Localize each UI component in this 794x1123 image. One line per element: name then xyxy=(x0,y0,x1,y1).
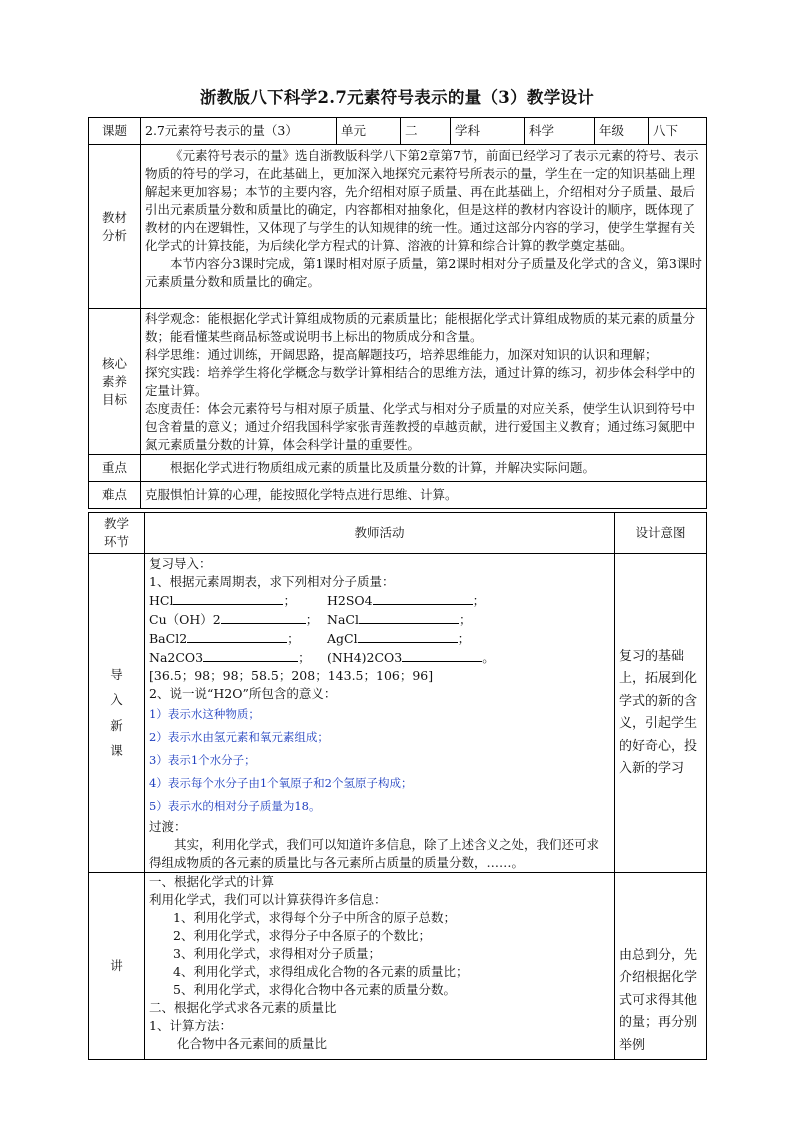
topic-value: 2.7元素符号表示的量（3） xyxy=(141,118,337,145)
teaching-process-table xyxy=(88,512,707,1060)
lecture-heading-1: 一、根据化学式的计算 xyxy=(149,874,275,889)
literacy-attitude: 态度责任：体会元素符号与相对原子质量、化学式与相对分子质量的对应关系，使学生认识到符号中包含着量的意义；通过介绍我国科学家张青莲教授的卓越贡献，进行爱国主义教育；通过练习氮肥中氮元素质量分数的计算，体会科学计量的重要性。 xyxy=(145,401,696,452)
lecture-lead: 利用化学式，我们可以计算获得许多信息： xyxy=(149,892,387,907)
grade-label: 年级 xyxy=(595,118,649,145)
lecture-item: 1、利用化学式，求得每个分子中所含的原子总数； xyxy=(173,910,456,925)
key-point-text: 根据化学式进行物质组成元素的质量比及质量分数的计算，并解决实际问题。 xyxy=(141,455,707,482)
intro-activity xyxy=(145,554,615,873)
method-text: 化合物中各元素间的质量比 xyxy=(177,1036,328,1051)
stage-header: 教学 环节 xyxy=(89,513,145,554)
intro-intent: 复习的基础上，拓展到化学式的新的含义，引起学生的好奇心，投入新的学习 xyxy=(615,554,707,873)
lecture-heading-2: 二、根据化学式求各元素的质量比 xyxy=(149,1000,337,1015)
unit-value: 二 xyxy=(401,118,451,145)
literacy-thinking: 科学思维：通过训练，开阔思路，提高解题技巧，培养思维能力，加深对知识的认识和理解； xyxy=(145,347,658,362)
formula-row: Cu（OH）2 ； NaCl ； xyxy=(149,612,472,627)
lesson-info-table xyxy=(88,117,707,509)
lecture-item: 2、利用化学式，求得分子中各原子的个数比； xyxy=(173,928,431,943)
stage-lecture: 讲 xyxy=(89,873,145,1060)
page-title: 浙教版八下科学2.7元素符号表示的量（3）教学设计 xyxy=(199,88,595,107)
literacy-concept: 科学观念：能根据化学式计算组成物质的元素质量比；能根据化学式计算组成物质的某元素的质量分数；能看懂某些商品标签或说明书上标出的物质成分和含量。 xyxy=(145,311,696,344)
subject-label: 学科 xyxy=(451,118,525,145)
literacy-practice: 探究实践：培养学生将化学概念与数学计算相结合的思维方法，通过计算的练习，初步体会科学中的定量计算。 xyxy=(145,365,696,398)
question-1: 1、根据元素周期表，求下列相对分子质量： xyxy=(149,574,395,589)
meaning-1: 1）表示水这种物质； xyxy=(149,707,260,721)
subject-value: 科学 xyxy=(525,118,595,145)
meaning-2: 2）表示水由氢元素和氧元素组成； xyxy=(149,730,329,744)
topic-label: 课题 xyxy=(89,118,141,145)
meaning-5: 5）表示水的相对分子质量为18。 xyxy=(149,799,321,813)
method-label: 1、计算方法： xyxy=(149,1018,232,1033)
key-point-label: 重点 xyxy=(89,455,141,482)
difficulty-text: 克服惧怕计算的心理，能按照化学特点进行思维、计算。 xyxy=(141,482,707,509)
analysis-label: 教材 分析 xyxy=(89,145,141,309)
transition-label: 过渡： xyxy=(149,819,187,834)
lecture-activity xyxy=(145,873,615,1060)
difficulty-label: 难点 xyxy=(89,482,141,509)
literacy-label: 核心 素养 目标 xyxy=(89,309,141,455)
grade-value: 八下 xyxy=(649,118,707,145)
answer-key: [36.5；98；98；58.5；208；143.5；106；96] xyxy=(149,668,434,683)
meaning-4: 4）表示每个水分子由1个氧原子和2个氢原子构成； xyxy=(149,776,413,790)
intent-header: 设计意图 xyxy=(615,513,707,554)
literacy-content xyxy=(141,309,707,455)
lecture-item: 5、利用化学式，求得化合物中各元素的质量分数。 xyxy=(173,982,456,997)
analysis-paragraph-2: 本节内容分3课时完成，第1课时相对原子质量，第2课时相对分子质量及化学式的含义，第3课时元素质量分数和质量比的确定。 xyxy=(145,256,702,289)
review-title: 复习导入： xyxy=(149,556,212,571)
unit-label: 单元 xyxy=(337,118,401,145)
lecture-item: 3、利用化学式，求得相对分子质量； xyxy=(173,946,381,961)
transition-text: 其实，利用化学式，我们可以知道许多信息，除了上述含义之处，我们还可求得组成物质的各元素的质量比与各元素所占质量的质量分数，……。 xyxy=(149,837,600,870)
formula-row: BaCl2 ； AgCl ； xyxy=(149,631,471,646)
stage-intro: 导 入 新 课 xyxy=(89,554,145,873)
analysis-content xyxy=(141,145,707,309)
meaning-3: 3）表示1个水分子； xyxy=(149,753,256,767)
analysis-paragraph-1: 《元素符号表示的量》选自浙教版科学八下第2章第7节，前面已经学习了表示元素的符号、表示物质的符号的学习，在此基础上，更加深入地探究元素符号所表示的量，学生在一定的知识基础上理解起来更加容易；本节的主要内容，先介绍相对原子质量、再在此基础上，介绍相对分子质量、最后引出元素质量分数和质量比的确定，内容都相对抽象化，但是这样的教材内容设计的顺序，既体现了教材的内在逻辑性，又体现了与学生的认知规律的统一性。通过这部分内容的学习，使学生掌握有关化学式的计算技能，为后续化学方程式的计算、溶液的计算和综合计算的教学奠定基础。 xyxy=(145,148,699,253)
lecture-intent: 由总到分，先介绍根据化学式可求得其他的量；再分别举例 xyxy=(615,873,707,1060)
question-2: 2、说一说“H2O”所包含的意义： xyxy=(149,686,337,701)
formula-row: Na2CO3 ； (NH4)2CO3 。 xyxy=(149,650,495,665)
activity-header: 教师活动 xyxy=(145,513,615,554)
formula-row: HCl ； H2SO4 ； xyxy=(149,593,486,608)
lecture-item: 4、利用化学式，求得组成化合物的各元素的质量比； xyxy=(173,964,469,979)
